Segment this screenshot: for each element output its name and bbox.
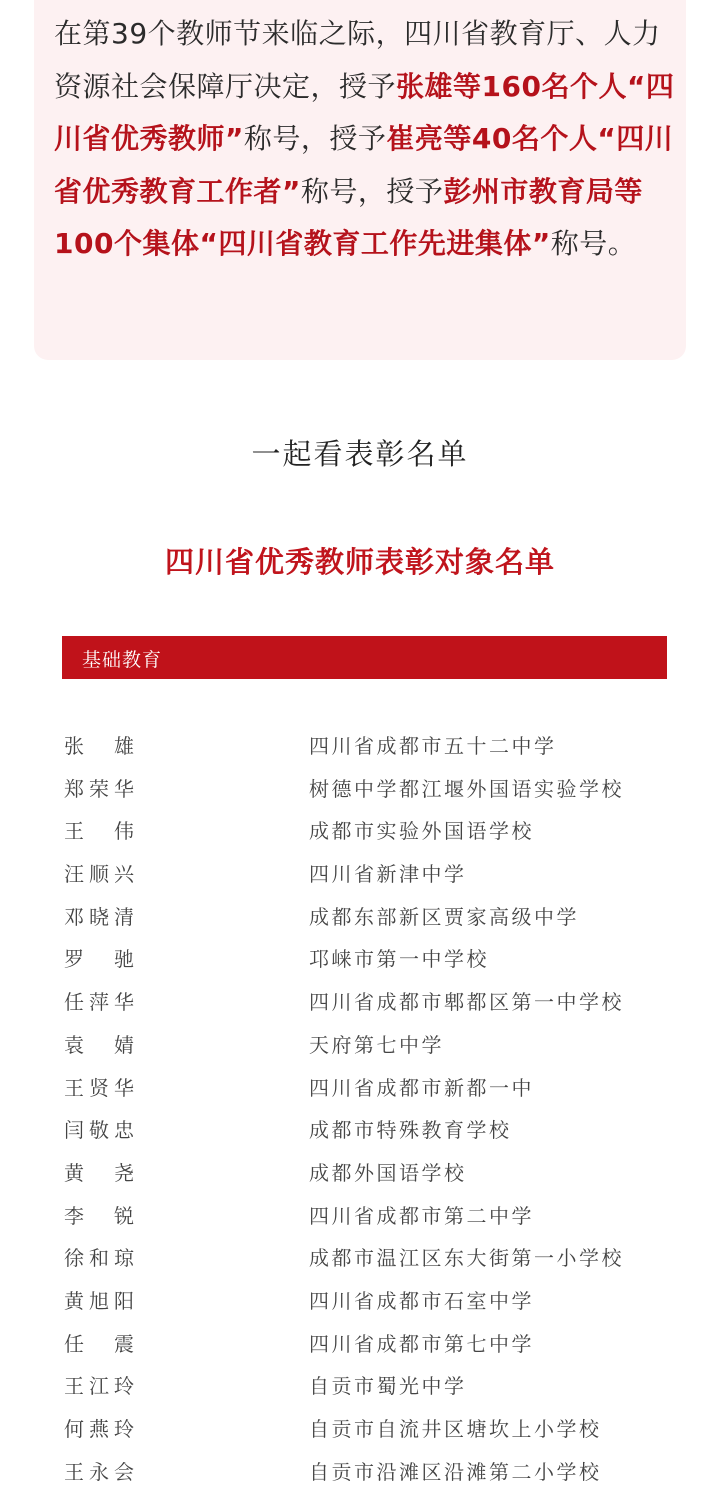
list-item	[0, 1192, 720, 1235]
list-item	[0, 1234, 720, 1277]
honoree-name: 王永会	[64, 1459, 134, 1484]
list-item	[0, 978, 720, 1021]
intro-text-segment: 在第39个教师节来临之际，四川省教育厅、人力资源社会保障厅决定，授予	[54, 17, 661, 103]
honoree-list	[0, 722, 720, 1490]
list-item	[0, 765, 720, 808]
honoree-name: 黄 尧	[64, 1160, 134, 1185]
honoree-name: 邓晓清	[64, 904, 134, 929]
list-item	[0, 1448, 720, 1491]
intro-highlight: 张雄等160名个人“四川省优秀教师”	[54, 69, 675, 156]
honoree-school: 四川省成都市郫都区第一中学校	[309, 990, 624, 1015]
honoree-name: 任 震	[64, 1331, 134, 1356]
honoree-name: 汪顺兴	[64, 862, 134, 887]
honoree-school: 自贡市蜀光中学	[309, 1374, 467, 1399]
intro-text-segment: 称号，授予	[243, 122, 387, 156]
list-item	[0, 1149, 720, 1192]
honoree-school: 四川省成都市五十二中学	[309, 734, 557, 758]
honoree-name: 王贤华	[64, 1075, 134, 1100]
honoree-school: 成都市特殊教育学校	[309, 1118, 512, 1143]
intro-paragraph	[54, 8, 678, 271]
list-item	[0, 1064, 720, 1107]
honoree-school: 天府第七中学	[309, 1032, 444, 1057]
list-item	[0, 807, 720, 850]
honoree-school: 四川省成都市第七中学	[309, 1331, 534, 1356]
list-title: 四川省优秀教师表彰对象名单	[164, 545, 555, 579]
honoree-name: 郑荣华	[64, 776, 134, 801]
honoree-school: 成都市温江区东大街第一小学校	[309, 1246, 624, 1271]
list-item	[0, 1405, 720, 1448]
honoree-school: 自贡市自流井区塘坎上小学校	[309, 1417, 602, 1441]
honoree-name: 袁 婧	[64, 1032, 134, 1057]
honoree-school: 四川省成都市新都一中	[309, 1075, 534, 1100]
honoree-name: 闫敬忠	[64, 1118, 134, 1143]
section-heading: 一起看表彰名单	[251, 437, 469, 471]
honoree-school: 成都外国语学校	[309, 1160, 467, 1185]
honoree-school: 四川省新津中学	[309, 862, 467, 887]
honoree-name: 罗 驰	[64, 947, 134, 972]
honoree-school: 自贡市沿滩区沿滩第二小学校	[309, 1459, 602, 1484]
honoree-name: 任萍华	[64, 990, 134, 1015]
intro-text-segment: 称号。	[550, 227, 637, 261]
list-item	[0, 1021, 720, 1064]
honoree-name: 何燕玲	[64, 1417, 134, 1441]
list-item	[0, 1362, 720, 1405]
honoree-school: 树德中学都江堰外国语实验学校	[309, 776, 624, 801]
intro-highlight: 彭州市教育局等100个集体“四川省教育工作先进集体”	[54, 174, 643, 261]
list-item	[0, 1106, 720, 1149]
category-bar	[62, 636, 667, 679]
honoree-school: 邛崃市第一中学校	[309, 947, 489, 972]
list-item	[0, 935, 720, 978]
honoree-name: 黄旭阳	[64, 1288, 134, 1313]
list-item	[0, 1277, 720, 1320]
category-label: 基础教育	[82, 649, 163, 671]
list-item	[0, 722, 720, 765]
honoree-school: 四川省成都市第二中学	[309, 1203, 534, 1228]
honoree-school: 成都市实验外国语学校	[309, 819, 534, 844]
honoree-name: 王 伟	[64, 819, 134, 844]
honoree-name: 王江玲	[64, 1374, 134, 1399]
honoree-name: 徐和琼	[64, 1246, 134, 1271]
list-item	[0, 850, 720, 893]
list-item	[0, 893, 720, 936]
intro-highlight: 崔亮等40名个人“四川省优秀教育工作者”	[54, 122, 674, 208]
intro-text-segment: 称号，授予	[300, 174, 444, 208]
honoree-name: 李 锐	[64, 1203, 134, 1228]
honoree-school: 四川省成都市石室中学	[309, 1288, 534, 1313]
list-item	[0, 1320, 720, 1363]
honoree-name: 张 雄	[64, 734, 134, 758]
honoree-school: 成都东部新区贾家高级中学	[309, 904, 579, 929]
